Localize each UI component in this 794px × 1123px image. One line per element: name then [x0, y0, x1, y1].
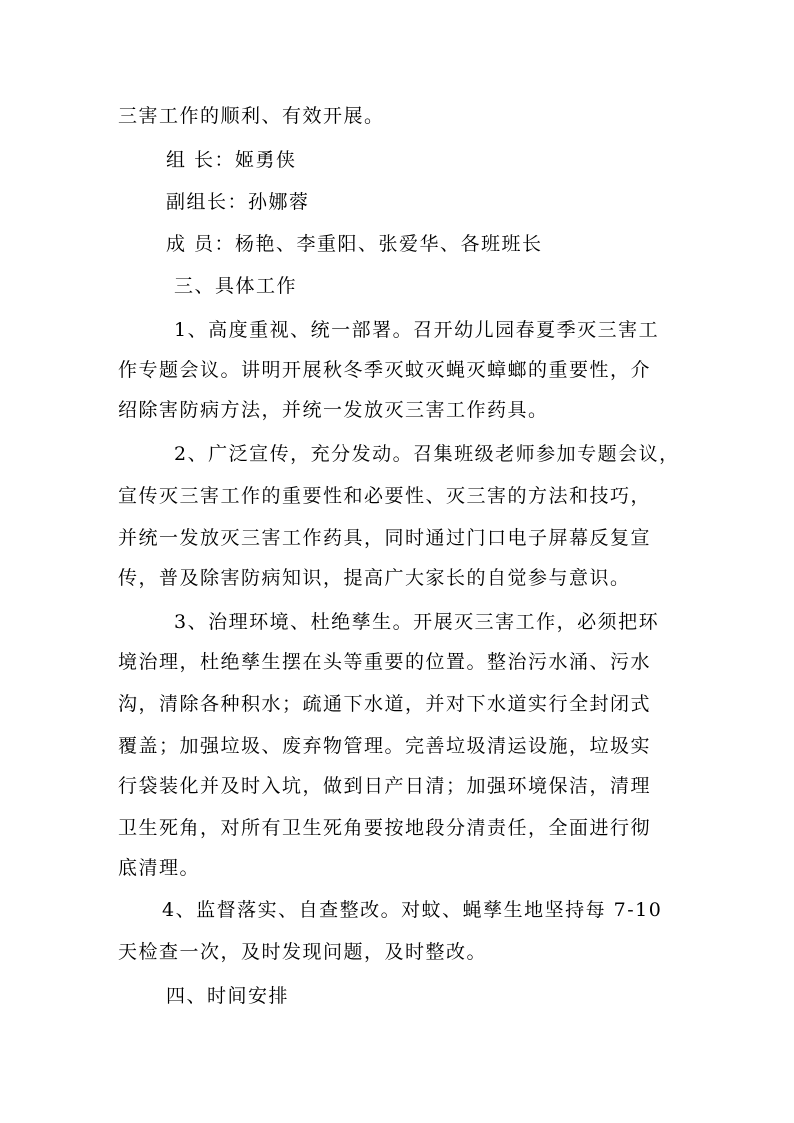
- item-3-line-5: 行袋装化并及时入坑，做到日产日清；加强环境保洁，清理: [118, 775, 652, 797]
- item-3-line-1: 3、治理环境、杜绝孳生。开展灭三害工作，必须把环: [174, 611, 660, 633]
- item-4-line-1: 4、监督落实、自查整改。对蚊、蝇孳生地坚持每 7-10: [162, 899, 663, 921]
- item-1-line-1: 1、高度重视、统一部署。召开幼儿园春夏季灭三害工: [174, 319, 660, 341]
- item-4-line-2: 天检查一次，及时发现问题，及时整改。: [118, 941, 488, 963]
- item-2-line-3: 并统一发放灭三害工作药具，同时通过门口电子屏幕反复宣: [118, 527, 652, 549]
- item-1-line-3: 绍除害防病方法，并统一发放灭三害工作药具。: [118, 399, 549, 421]
- section-heading-3: 三、具体工作: [174, 275, 298, 297]
- item-2-line-1: 2、广泛宣传，充分发动。召集班级老师参加专题会议，: [174, 443, 680, 465]
- item-2-line-2: 宣传灭三害工作的重要性和必要性、灭三害的方法和技巧，: [118, 485, 652, 507]
- section-heading-4: 四、时间安排: [166, 985, 290, 1007]
- members-line: 成 员：杨艳、李重阳、张爱华、各班班长: [166, 233, 543, 255]
- item-1-line-2: 作专题会议。讲明开展秋冬季灭蚊灭蝇灭蟑螂的重要性，介: [118, 359, 652, 381]
- team-leader-line: 组 长：姬勇侠: [166, 149, 297, 171]
- item-3-line-6: 卫生死角，对所有卫生死角要按地段分清责任，全面进行彻: [118, 817, 652, 839]
- item-3-line-7: 底清理。: [118, 857, 201, 879]
- item-2-line-4: 传，普及除害防病知识，提高广大家长的自觉参与意识。: [118, 567, 631, 589]
- paragraph-line-1: 三害工作的顺利、有效开展。: [118, 105, 385, 127]
- item-3-line-2: 境治理，杜绝孳生摆在头等重要的位置。整治污水涌、污水: [118, 651, 652, 673]
- deputy-leader-line: 副组长：孙娜蓉: [166, 191, 310, 213]
- item-3-line-4: 覆盖；加强垃圾、废弃物管理。完善垃圾清运设施，垃圾实: [118, 735, 652, 757]
- item-3-line-3: 沟，清除各种积水；疏通下水道，并对下水道实行全封闭式: [118, 693, 652, 715]
